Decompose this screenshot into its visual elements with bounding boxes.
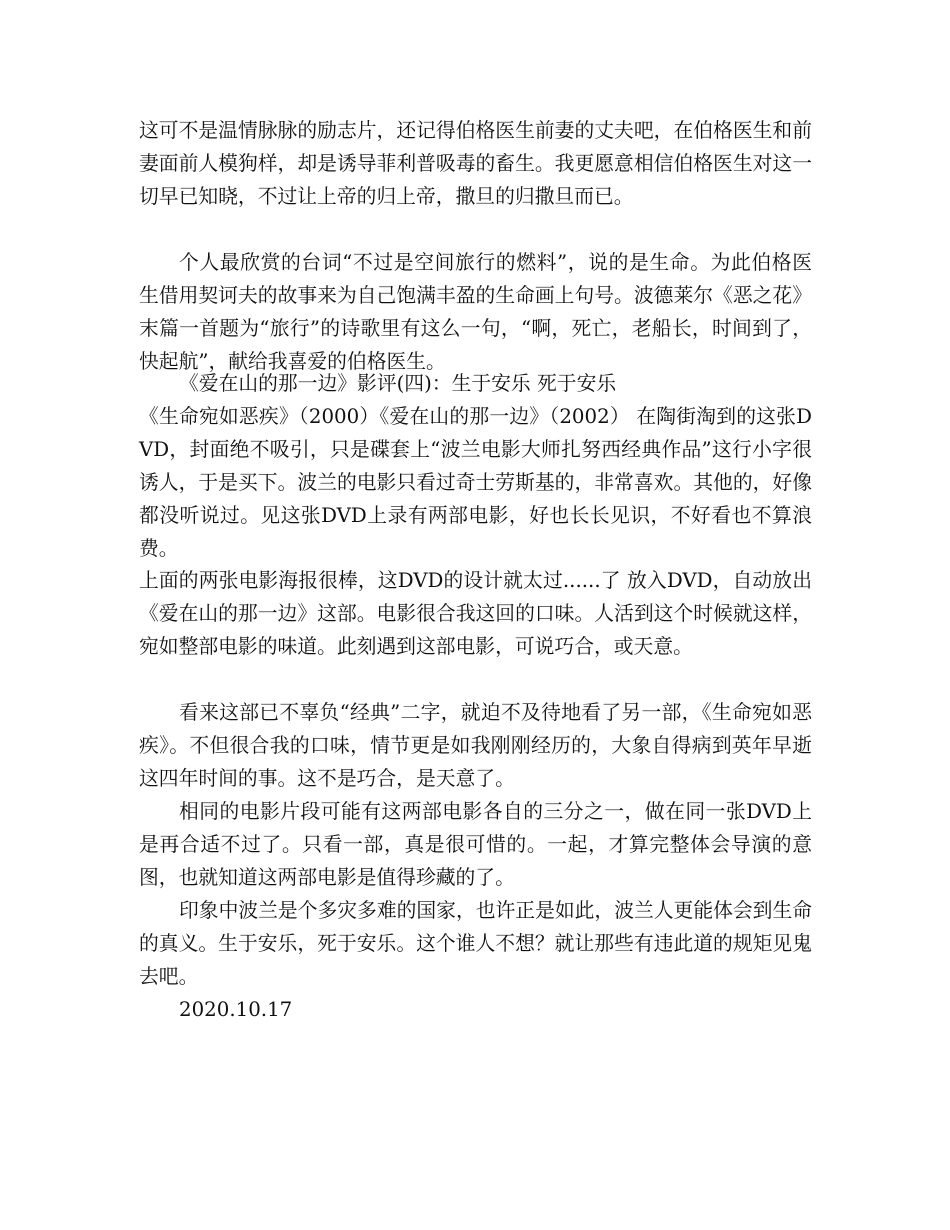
paragraph-2: 个人最欣赏的台词“不过是空间旅行的燃料”，说的是生命。为此伯格医生借用契诃夫的故事来为自己饱满丰盈的生命画上句号。波德莱尔《恶之花》末篇一首题为“旅行”的诗歌里有这么一句，“啊，死亡，老船长，时间到了，快起航”，献给我喜爱的伯格医生。 (139, 251, 812, 373)
paragraph-3: 《生命宛如恶疾》（2000）《爱在山的那一边》（2002） 在陶街淘到的这张DVD，封面绝不吸引，只是碟套上“波兰电影大师扎努西经典作品”这行小字很诱人，于是买下。波兰的电影只看过奇士劳斯基的，非常喜欢。其他的，好像都没听说过。见这张DVD上录有两部电影，好也长长见识，不好看也不算浪费。 (139, 405, 812, 560)
date-stamp: 2020.10.17 (179, 998, 293, 1021)
paragraph-1: 这可不是温情脉脉的励志片，还记得伯格医生前妻的丈夫吧，在伯格医生和前妻面前人模狗样，却是诱导菲利普吸毒的畜生。我更愿意相信伯格医生对这一切早已知晓，不过让上帝的归上帝，撒旦的归撒旦而已。 (139, 119, 812, 208)
review-title: 《爱在山的那一边》影评(四)：生于安乐 死于安乐 (179, 372, 617, 395)
paragraph-5: 看来这部已不辜负“经典”二字，就迫不及待地看了另一部，《生命宛如恶疾》。不但很合我的口味，情节更是如我刚刚经历的，大象自得病到英年早逝这四年时间的事。这不是巧合，是天意了。 (139, 701, 812, 790)
paragraph-6: 相同的电影片段可能有这两部电影各自的三分之一，做在同一张DVD上是再合适不过了。只看一部，真是很可惜的。一起，才算完整体会导演的意图，也就知道这两部电影是值得珍藏的了。 (139, 800, 812, 889)
paragraph-7: 印象中波兰是个多灾多难的国家，也许正是如此，波兰人更能体会到生命的真义。生于安乐，死于安乐。这个谁人不想？就让那些有违此道的规矩见鬼去吧。 (139, 899, 813, 988)
paragraph-4: 上面的两张电影海报很棒，这DVD的设计就太过......了 放入DVD，自动放出《爱在山的那一边》这部。电影很合我这回的口味。人活到这个时候就这样，宛如整部电影的味道。此刻遇到这部电影，可说巧合，或天意。 (139, 569, 812, 658)
